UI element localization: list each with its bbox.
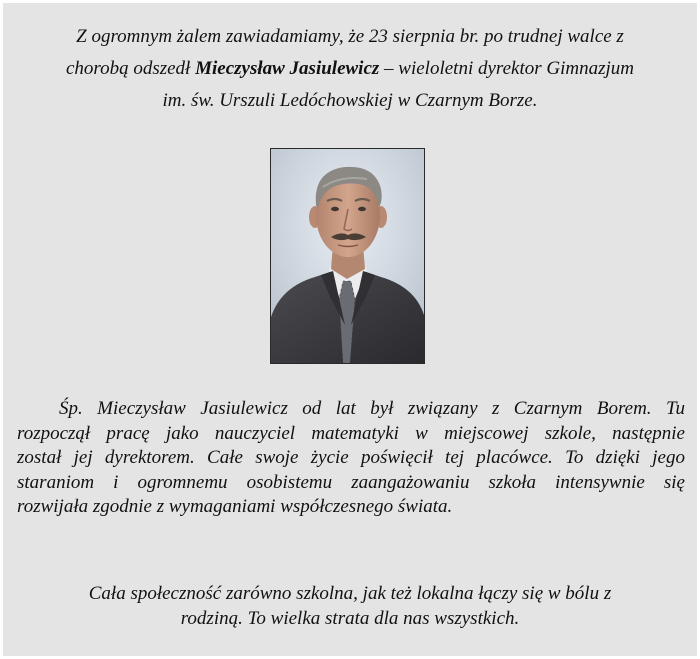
biography-paragraph <box>17 397 685 520</box>
intro-line-2 <box>3 53 697 85</box>
portrait-illustration <box>271 149 424 363</box>
intro-line-3: im. św. Urszuli Ledóchowskiej w Czarnym Borze. <box>162 90 538 111</box>
biography-line: rozpoczął pracę jako nauczyciel matematyki w miejscowej szkole, następnie <box>17 422 685 444</box>
closing-line-2: rodziną. To wielka strata dla nas wszystkich. <box>180 608 520 629</box>
biography-line: staraniom i ogromnemu osobistemu zaangażowaniu szkoła intensywnie się <box>17 471 685 493</box>
biography-line: został jej dyrektorem. Całe swoje życie poświęcił tej placówce. To dzięki jego <box>17 447 685 468</box>
intro-paragraph <box>3 21 697 117</box>
closing-paragraph <box>3 581 697 631</box>
portrait-photo <box>270 148 425 364</box>
obituary-panel <box>3 3 697 656</box>
closing-line-1: Cała społeczność zarówno szkolna, jak też lokalna łączy się w bólu z <box>88 583 612 604</box>
person-name: Mieczysław Jasiulewicz <box>195 58 380 79</box>
intro-text-before-name: chorobą odszedł <box>65 58 196 79</box>
biography-line: Śp. Mieczysław Jasiulewicz od lat był związany z Czarnym Borem. Tu <box>59 398 685 419</box>
intro-text-after-name: – wieloletni dyrektor Gimnazjum <box>379 58 635 79</box>
biography-line: rozwijała zgodnie z wymaganiami współczesnego świata. <box>17 496 453 517</box>
intro-line-1: Z ogromnym żalem zawiadamiamy, że 23 sierpnia br. po trudnej walce z <box>76 26 624 47</box>
